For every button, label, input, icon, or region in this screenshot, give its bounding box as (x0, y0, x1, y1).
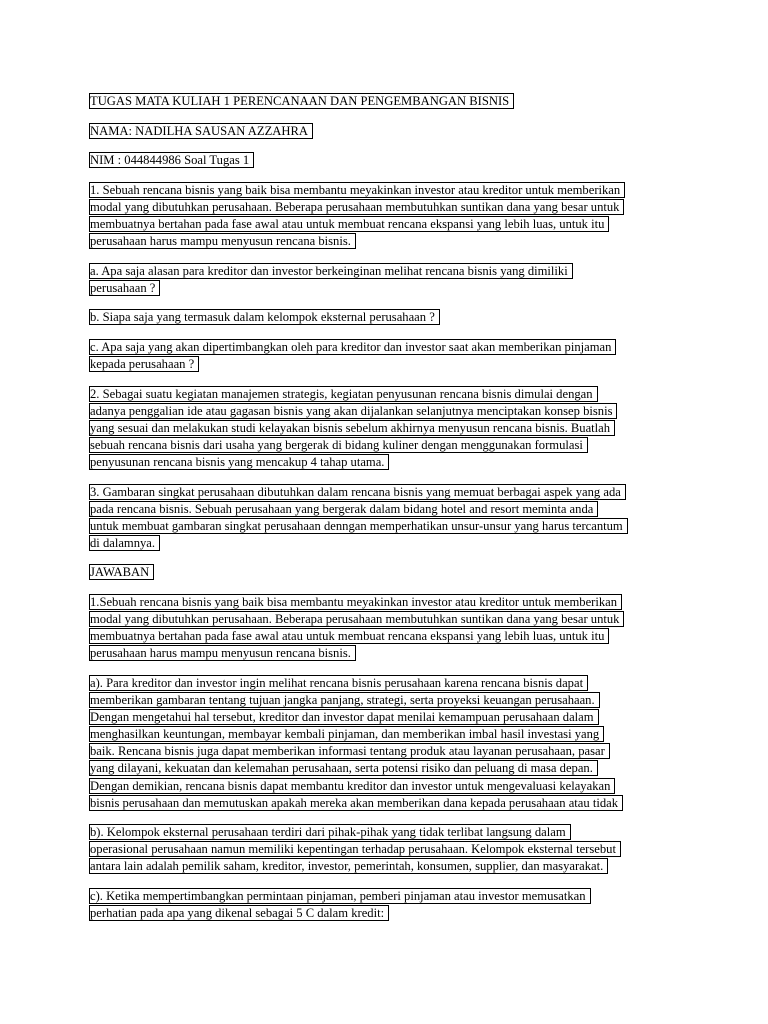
text-line: yang sesuai dan melakukan studi kelayakan bisnis sebelum akhirnya menyusun rencana bisnis. Buatlah (90, 421, 614, 435)
answer-1c (90, 888, 680, 922)
text-line: membuatnya bertahan pada fase awal atau untuk membuat rencana ekspansi yang lebih luas, untuk itu (90, 217, 608, 231)
text-line: sebuah rencana bisnis dari usaha yang bergerak di bidang kuliner dengan menggunakan formulasi (90, 438, 587, 452)
text-line: perusahaan harus mampu menyusun rencana bisnis. (90, 646, 355, 660)
answer-heading (90, 564, 680, 581)
text-line: perusahaan harus mampu menyusun rencana bisnis. (90, 234, 355, 248)
question-2 (90, 386, 680, 471)
text-line: adanya penggalian ide atau gagasan bisnis yang akan dijalankan selanjutnya menciptakan konsep bisnis (90, 404, 616, 418)
student-name (90, 123, 680, 140)
text-line: perhatian pada apa yang dikenal sebagai 5 C dalam kredit: (90, 906, 388, 920)
answer-1-intro (90, 594, 680, 662)
text-line: c). Ketika mempertimbangkan permintaan pinjaman, pemberi pinjaman atau investor memusatkan (90, 889, 590, 903)
text-line: baik. Rencana bisnis juga dapat memberikan informasi tentang produk atau layanan perusahaan, pasar (90, 744, 609, 758)
text-line: 1. Sebuah rencana bisnis yang baik bisa membantu meyakinkan investor atau kreditor untuk memberikan (90, 183, 624, 197)
text-line: TUGAS MATA KULIAH 1 PERENCANAAN DAN PENGEMBANGAN BISNIS (90, 94, 513, 108)
text-line: memberikan gambaran tentang tujuan jangka panjang, strategi, serta proyeksi keuangan perusahaan. (90, 693, 599, 707)
question-1-intro (90, 182, 680, 250)
text-line: untuk membuat gambaran singkat perusahaan denngan memperhatikan unsur-unsur yang harus tercantum (90, 519, 627, 533)
question-3 (90, 484, 680, 552)
text-line: di dalamnya. (90, 536, 159, 550)
text-line: menghasilkan keuntungan, membayar kembali pinjaman, dan memberikan imbal hasil investasi yang (90, 727, 603, 741)
text-line: modal yang dibutuhkan perusahaan. Beberapa perusahaan membutuhkan suntikan dana yang besar untuk (90, 200, 623, 214)
text-line: pada rencana bisnis. Sebuah perusahaan yang bergerak dalam bidang hotel and resort meminta anda (90, 502, 597, 516)
text-line: a). Para kreditor dan investor ingin melihat rencana bisnis perusahaan karena rencana bisnis dapat (90, 676, 587, 690)
text-line: modal yang dibutuhkan perusahaan. Beberapa perusahaan membutuhkan suntikan dana yang besar untuk (90, 612, 623, 626)
text-line: perusahaan ? (90, 281, 159, 295)
text-line: kepada perusahaan ? (90, 357, 198, 371)
text-line: 1.Sebuah rencana bisnis yang baik bisa membantu meyakinkan investor atau kreditor untuk memberikan (90, 595, 621, 609)
document-body (90, 93, 680, 935)
answer-1b (90, 824, 680, 875)
text-line: c. Apa saja yang akan dipertimbangkan oleh para kreditor dan investor saat akan memberikan pinjaman (90, 340, 615, 354)
question-1c (90, 339, 680, 373)
text-line: penyusunan rencana bisnis yang mencakup 4 tahap utama. (90, 455, 388, 469)
text-line: yang dilayani, kekuatan dan kelemahan perusahaan, serta potensi risiko dan peluang di masa depan. (90, 761, 597, 775)
text-line: antara lain adalah pemilik saham, kreditor, investor, pemerintah, konsumen, supplier, dan masyarakat. (90, 859, 607, 873)
text-line: JAWABAN (90, 565, 153, 579)
text-line: 2. Sebagai suatu kegiatan manajemen strategis, kegiatan penyusunan rencana bisnis dimulai dengan (90, 387, 597, 401)
answer-1a (90, 675, 680, 812)
text-line: NIM : 044844986 Soal Tugas 1 (90, 153, 253, 167)
text-line: b. Siapa saja yang termasuk dalam kelompok eksternal perusahaan ? (90, 310, 439, 324)
text-line: b). Kelompok eksternal perusahaan terdiri dari pihak-pihak yang tidak terlibat langsung dalam (90, 825, 570, 839)
text-line: membuatnya bertahan pada fase awal atau untuk membuat rencana ekspansi yang lebih luas, untuk itu (90, 629, 608, 643)
text-line: Dengan mengetahui hal tersebut, kreditor dan investor dapat menilai kemampuan perusahaan dalam (90, 710, 598, 724)
student-id (90, 152, 680, 169)
text-line: Dengan demikian, rencana bisnis dapat membantu kreditor dan investor untuk mengevaluasi kelayakan (90, 779, 614, 793)
text-line: operasional perusahaan namun memiliki kepentingan terhadap perusahaan. Kelompok eksternal tersebut (90, 842, 620, 856)
question-1b (90, 309, 680, 326)
text-line: 3. Gambaran singkat perusahaan dibutuhkan dalam rencana bisnis yang memuat berbagai aspek yang ada (90, 485, 625, 499)
question-1a (90, 263, 680, 297)
text-line: a. Apa saja alasan para kreditor dan investor berkeinginan melihat rencana bisnis yang dimiliki (90, 264, 572, 278)
assignment-title (90, 93, 680, 110)
text-line: NAMA: NADILHA SAUSAN AZZAHRA (90, 124, 312, 138)
text-line: bisnis perusahaan dan memutuskan apakah mereka akan memberikan dana kepada perusahaan atau tidak (90, 796, 622, 810)
